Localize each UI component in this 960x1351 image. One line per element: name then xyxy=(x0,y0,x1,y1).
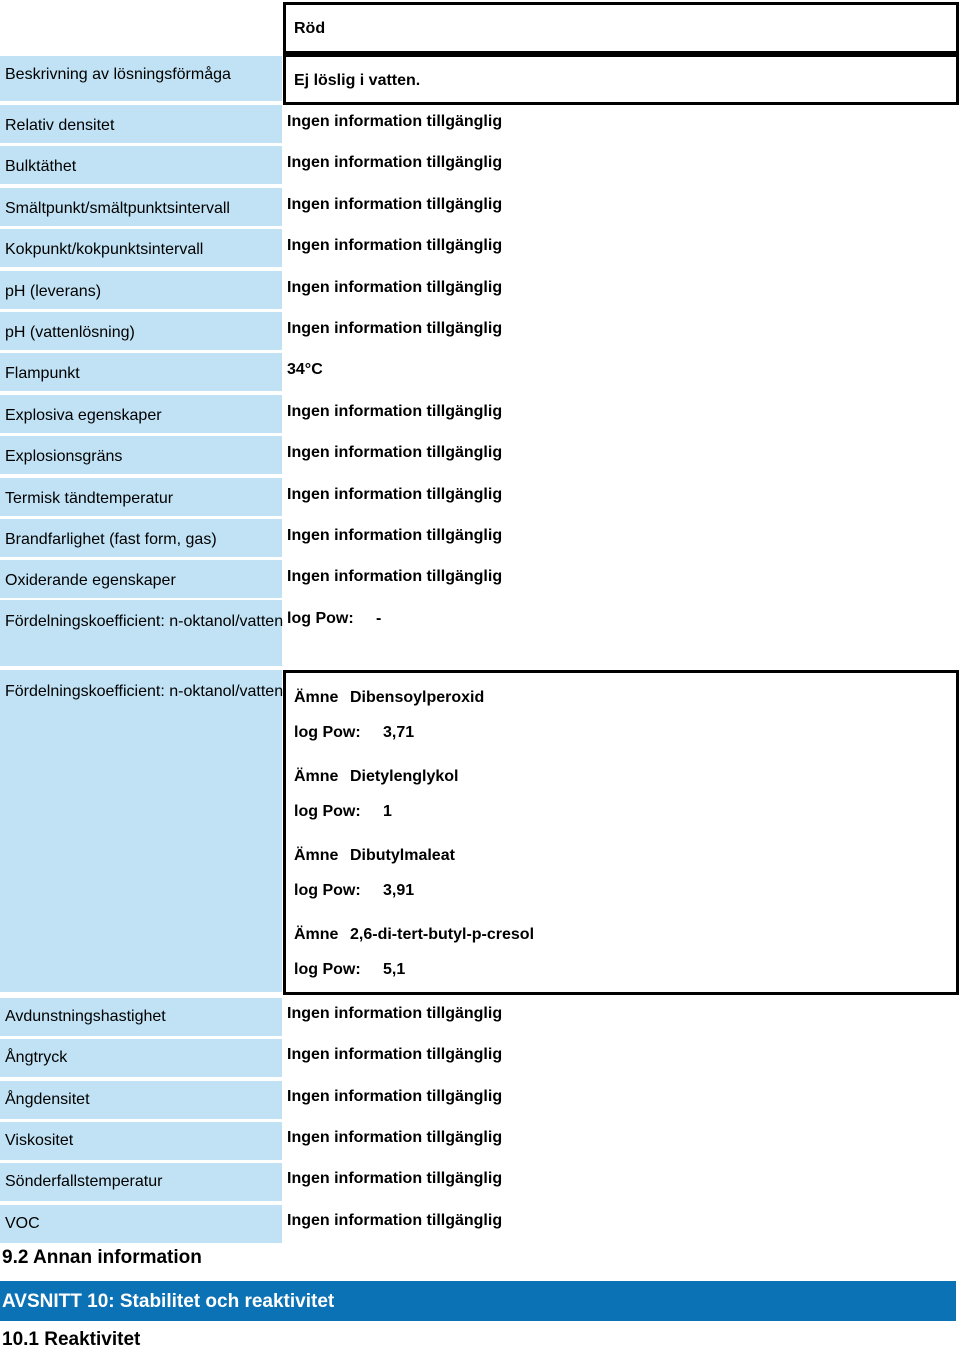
property-label-text: Flampunkt xyxy=(5,365,80,383)
property-label xyxy=(0,271,282,309)
property-label-text: Ångdensitet xyxy=(5,1090,90,1108)
property-value: Ingen information tillgänglig xyxy=(287,320,503,337)
substance-amne-label: Ämne xyxy=(294,768,339,785)
property-value: Ingen information tillgänglig xyxy=(287,278,503,296)
property-value: Ingen information tillgänglig xyxy=(287,527,503,544)
substance-pow-label: log Pow: xyxy=(294,961,361,978)
section-9-2-heading: 9.2 Annan information xyxy=(2,1247,202,1268)
property-label-text: pH (vattenlösning) xyxy=(5,324,135,341)
solubility-value-box xyxy=(283,54,959,105)
property-value: Ingen information tillgänglig xyxy=(287,1087,503,1105)
property-label-text: Kokpunkt/kokpunktsintervall xyxy=(5,241,204,259)
substance-pow-label: log Pow: xyxy=(294,724,361,741)
substance-name: Dibutylmaleat xyxy=(350,847,455,864)
partition-value-1: - xyxy=(376,610,382,627)
partition-label-1-text: Fördelningskoefficient: n-oktanol/vatten xyxy=(5,613,284,630)
property-label-text: Explosiva egenskaper xyxy=(5,406,162,424)
property-label-text: Viskositet xyxy=(5,1131,74,1149)
partition-label-2-text: Fördelningskoefficient: n-oktanol/vatten xyxy=(5,683,284,700)
substance-name: Dibensoylperoxid xyxy=(350,689,485,706)
property-label-text: Explosionsgräns xyxy=(5,448,123,466)
property-label xyxy=(0,1122,282,1160)
substance-pow-value: 5,1 xyxy=(383,961,406,978)
property-value: Ingen information tillgänglig xyxy=(287,195,503,213)
property-label xyxy=(0,353,282,391)
property-label xyxy=(0,105,282,143)
property-label-text: Bulktäthet xyxy=(5,158,77,176)
property-label-text: Brandfarlighet (fast form, gas) xyxy=(5,531,217,548)
substance-amne-label: Ämne xyxy=(294,689,339,706)
property-label-text: Relativ densitet xyxy=(5,117,115,134)
color-value-box xyxy=(283,2,959,54)
substance-pow-value: 3,91 xyxy=(383,882,415,899)
property-label-text: Termisk tändtemperatur xyxy=(5,489,174,507)
property-value: Ingen information tillgänglig xyxy=(287,1170,503,1188)
property-label xyxy=(0,1205,282,1243)
property-value: Ingen information tillgänglig xyxy=(287,1128,503,1146)
property-label-text: Ångtryck xyxy=(5,1049,68,1067)
property-label xyxy=(0,1163,282,1201)
property-label-text: Avdunstningshastighet xyxy=(5,1008,166,1025)
property-label-text: VOC xyxy=(5,1214,40,1232)
property-value: Ingen information tillgänglig xyxy=(287,568,503,586)
property-label-text: Oxiderande egenskaper xyxy=(5,572,176,590)
substances-box xyxy=(283,670,959,995)
solubility-label-text: Beskrivning av lösningsförmåga xyxy=(5,66,231,83)
partition-label-2 xyxy=(0,670,282,992)
section-10-1-heading: 10.1 Reaktivitet xyxy=(2,1329,141,1350)
property-value: Ingen information tillgänglig xyxy=(287,1005,503,1022)
substance-pow-value: 3,71 xyxy=(383,724,415,741)
property-label xyxy=(0,395,282,433)
substance-amne-label: Ämne xyxy=(294,926,339,943)
substance-amne-label: Ämne xyxy=(294,847,339,864)
property-value: 34°C xyxy=(287,361,323,379)
property-value: Ingen information tillgänglig xyxy=(287,1211,503,1229)
section-10-bar xyxy=(0,1281,956,1321)
section-10-heading: AVSNITT 10: Stabilitet och reaktivitet xyxy=(2,1291,335,1312)
solubility-label xyxy=(0,56,282,101)
property-label xyxy=(0,478,282,516)
property-value: Ingen information tillgänglig xyxy=(287,237,503,255)
property-label xyxy=(0,229,282,267)
property-label-text: Smältpunkt/smältpunktsintervall xyxy=(5,199,230,217)
property-value: Ingen information tillgänglig xyxy=(287,444,503,462)
property-label xyxy=(0,519,282,557)
property-label xyxy=(0,436,282,474)
property-label xyxy=(0,1081,282,1119)
property-label xyxy=(0,1039,282,1077)
substance-pow-label: log Pow: xyxy=(294,803,361,820)
property-value: Ingen information tillgänglig xyxy=(287,113,503,130)
substance-pow-value: 1 xyxy=(383,803,392,820)
property-label xyxy=(0,146,282,184)
property-value: Ingen information tillgänglig xyxy=(287,154,503,172)
substance-name: 2,6-di-tert-butyl-p-cresol xyxy=(350,926,535,943)
substance-pow-label: log Pow: xyxy=(294,882,361,899)
property-label xyxy=(0,560,282,598)
property-label xyxy=(0,998,282,1036)
color-value: Röd xyxy=(294,20,326,37)
property-label xyxy=(0,188,282,226)
property-label xyxy=(0,312,282,350)
property-value: Ingen information tillgänglig xyxy=(287,402,503,420)
partition-label-1 xyxy=(0,600,282,666)
property-value: Ingen information tillgänglig xyxy=(287,1046,503,1064)
solubility-value: Ej löslig i vatten. xyxy=(294,72,421,89)
substance-name: Dietylenglykol xyxy=(350,768,459,785)
property-value: Ingen information tillgänglig xyxy=(287,485,503,503)
property-label-text: pH (leverans) xyxy=(5,282,102,300)
property-label-text: Sönderfallstemperatur xyxy=(5,1173,163,1191)
partition-key-1: log Pow: xyxy=(287,610,354,627)
